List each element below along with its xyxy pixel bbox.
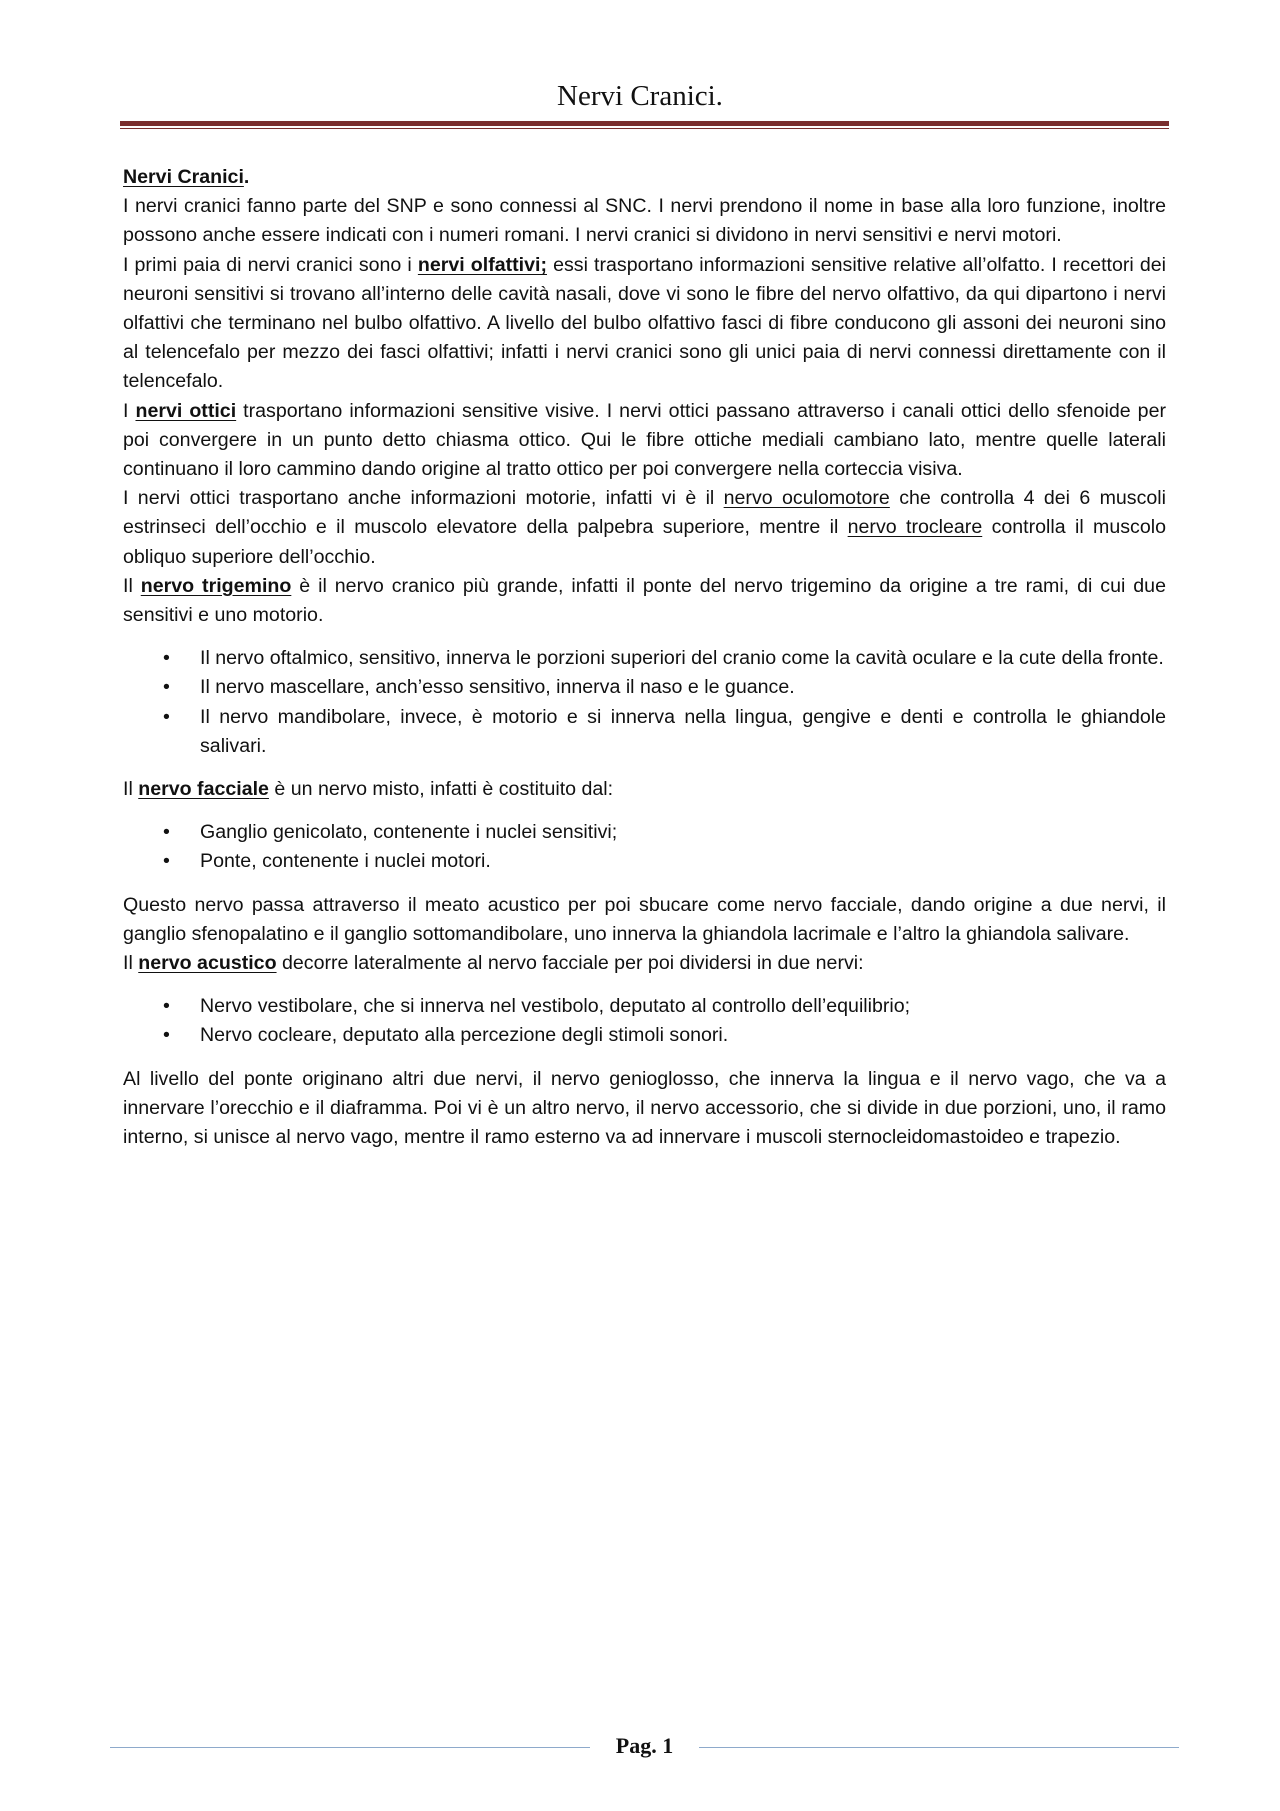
text-run: Il bbox=[123, 574, 141, 597]
paragraph-acustico bbox=[123, 949, 1166, 978]
bullet-icon: • bbox=[163, 850, 170, 873]
text-run: I nervi ottici trasportano anche informazioni motorie, infatti vi è il bbox=[123, 487, 724, 510]
header-rule bbox=[120, 121, 1169, 129]
section-heading-period: . bbox=[243, 166, 250, 188]
list-trigemino-branches bbox=[123, 644, 1166, 761]
list-item-text: Nervo vestibolare, che si innerva nel vestibolo, deputato al controllo dell’equilibrio; bbox=[200, 995, 911, 1018]
list-item bbox=[123, 818, 1166, 847]
list-item bbox=[123, 992, 1166, 1021]
page-header-title: Nervi Cranici. bbox=[557, 80, 723, 112]
section-heading bbox=[123, 163, 1166, 192]
text-run: è un nervo misto, infatti è costituito dal: bbox=[268, 778, 614, 801]
text-run: I primi paia di nervi cranici sono i bbox=[123, 253, 418, 276]
list-item-text: Ganglio genicolato, contenente i nuclei sensitivi; bbox=[200, 821, 618, 844]
bullet-icon: • bbox=[163, 995, 170, 1018]
term-nervo-trocleare: nervo trocleare bbox=[847, 516, 983, 539]
term-nervo-trigemino: nervo trigemino bbox=[140, 574, 292, 597]
list-acustico-branches bbox=[123, 992, 1166, 1050]
term-nervo-acustico: nervo acustico bbox=[138, 952, 277, 975]
bullet-icon: • bbox=[163, 821, 170, 844]
list-facciale-components bbox=[123, 818, 1166, 876]
list-item-text: Il nervo oftalmico, sensitivo, innerva le porzioni superiori del cranio come la cavità oculare e la cute della fronte. bbox=[200, 647, 1164, 670]
text-run: controlla il muscolo obliquo superiore dell’occhio. bbox=[123, 516, 1166, 568]
text-run: Il bbox=[123, 952, 139, 975]
bullet-icon: • bbox=[163, 647, 170, 670]
text-run: trasportano informazioni sensitive visive. I nervi ottici passano attraverso i canali ottici dello sfenoide per poi convergere in un punto detto chiasma ottico. Qui le fibre ottiche mediali cambiano lato, mentre quelle laterali continuano il loro cammino dando origine al tratto ottico per poi convergere nella corteccia visiva. bbox=[123, 399, 1167, 481]
paragraph-ottici bbox=[123, 397, 1166, 485]
paragraph-oculomotore bbox=[123, 484, 1166, 572]
page-number: Pag. 1 bbox=[615, 1733, 674, 1758]
text-run: decorre lateralmente al nervo facciale per poi dividersi in due nervi: bbox=[276, 952, 864, 975]
paragraph-meato-acustico: Questo nervo passa attraverso il meato acustico per poi sbucare come nervo facciale, dando origine a due nervi, il ganglio sfenopalatino e il ganglio sottomandibolare, uno innerva la ghiandola lacrimale e l’altro la ghiandola salivare. bbox=[123, 893, 1166, 945]
bullet-icon: • bbox=[163, 1024, 170, 1047]
text-run: Il bbox=[123, 778, 139, 801]
header-rule-thin bbox=[120, 128, 1169, 129]
paragraph-intro: I nervi cranici fanno parte del SNP e sono connessi al SNC. I nervi prendono il nome in base alla loro funzione, inoltre possono anche essere indicati con i numeri romani. I nervi cranici si dividono in nervi sensitivi e nervi motori. bbox=[123, 195, 1166, 247]
term-nervo-facciale: nervo facciale bbox=[138, 778, 269, 801]
paragraph-facciale bbox=[123, 775, 1166, 804]
list-item-text: Il nervo mascellare, anch’esso sensitivo, innerva il naso e le guance. bbox=[200, 676, 795, 699]
document-body bbox=[123, 163, 1166, 1152]
list-item-text: Nervo cocleare, deputato alla percezione degli stimoli sonori. bbox=[200, 1024, 729, 1047]
header-rule-thick bbox=[120, 121, 1169, 126]
term-nervi-ottici: nervi ottici bbox=[135, 399, 237, 422]
list-item bbox=[123, 673, 1166, 702]
paragraph-trigemino bbox=[123, 572, 1166, 630]
paragraph-olfattivi bbox=[123, 251, 1166, 397]
term-nervi-olfattivi: nervi olfattivi; bbox=[417, 253, 547, 276]
list-item bbox=[123, 644, 1166, 673]
bullet-icon: • bbox=[163, 705, 170, 728]
text-run: che controlla 4 dei 6 muscoli estrinseci dell’occhio e il muscolo elevatore della palpebra superiore, mentre il bbox=[123, 487, 1166, 539]
term-nervo-oculomotore: nervo oculomotore bbox=[723, 487, 890, 510]
list-item bbox=[123, 1021, 1166, 1050]
list-item bbox=[123, 703, 1166, 761]
text-run: essi trasportano informazioni sensitive relative all’olfatto. I recettori dei neuroni sensitivi si trovano all’interno delle cavità nasali, dove vi sono le fibre del nervo olfattivo, da qui dipartono i nervi olfattivi che terminano nel bulbo olfattivo. A livello del bulbo olfattivo fasci di fibre conducono gli assoni dei neuroni sino al telencefalo per mezzo dei fasci olfattivi; infatti i nervi cranici sono gli unici paia di nervi connessi direttamente con il telencefalo. bbox=[123, 253, 1166, 393]
section-heading-text: Nervi Cranici bbox=[123, 166, 244, 188]
list-item-text: Il nervo mandibolare, invece, è motorio e si innerva nella lingua, gengive e denti e controlla le ghiandole salivari. bbox=[200, 705, 1166, 757]
page-footer bbox=[110, 1733, 1179, 1763]
bullet-icon: • bbox=[163, 676, 170, 699]
list-item-text: Ponte, contenente i nuclei motori. bbox=[200, 850, 491, 873]
paragraph-ponte: Al livello del ponte originano altri due nervi, il nervo genioglosso, che innerva la lingua e il nervo vago, che va a innervare l’orecchio e il diaframma. Poi vi è un altro nervo, il nervo accessorio, che si divide in due porzioni, uno, il ramo interno, si unisce al nervo vago, mentre il ramo esterno va ad innervare i muscoli sternocleidomastoideo e trapezio. bbox=[123, 1067, 1166, 1149]
text-run: I bbox=[123, 399, 136, 422]
list-item bbox=[123, 847, 1166, 876]
text-run: è il nervo cranico più grande, infatti il ponte del nervo trigemino da origine a tre rami, di cui due sensitivi e uno motorio. bbox=[123, 574, 1166, 627]
footer-rule-right bbox=[699, 1747, 1179, 1748]
